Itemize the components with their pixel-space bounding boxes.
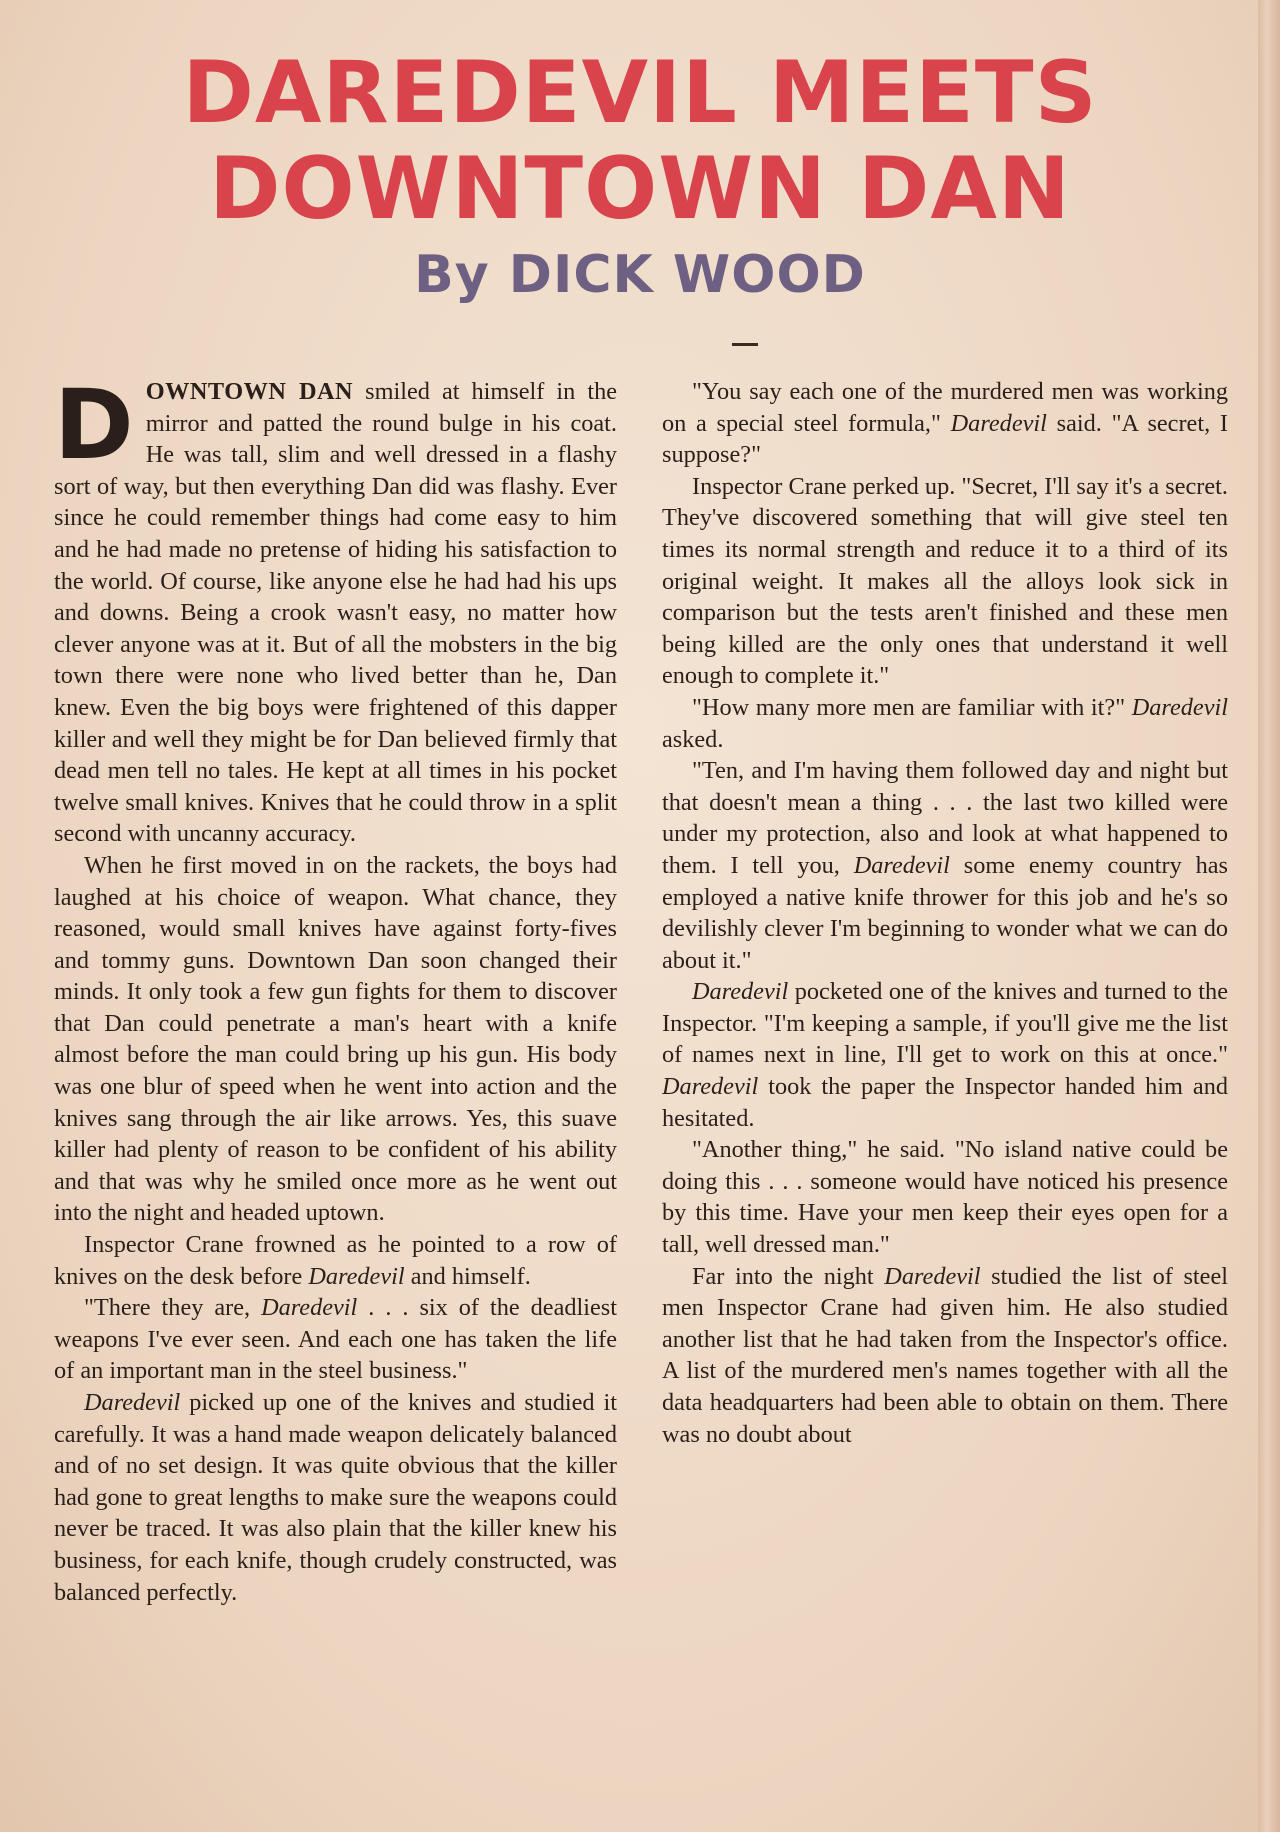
title-line-2: DOWNTOWN DAN bbox=[209, 139, 1071, 239]
paragraph-3: Inspector Crane frowned as he pointed to a row of knives on the desk before Daredevil and himself. bbox=[54, 1231, 617, 1290]
paragraph-5: Daredevil picked up one of the knives and studied it carefully. It was a hand made weapon delicately balanced and of no set design. It was quite obvious that the killer had gone to great lengths to make sure the weapons could never be traced. It was also plain that the killer knew his business, for each knife, though crudely constructed, was balanced perfectly. bbox=[54, 1389, 617, 1606]
paragraph-1-text: smiled at himself in the mirror and patted the round bulge in his coat. He was tall, slim and well dressed in a flashy sort of way, but then everything Dan did was flashy. Ever since he could remember things had come easy to him and he had made no pretense of hiding his satisfaction to the world. Of course, like anyone else he had had his ups and downs. Being a crook wasn't easy, no matter how clever anyone was at it. But of all the mobsters in the big town there were none who lived better than he, Dan knew. Even the big boys were frightened of this dapper killer and well they might be for Dan believed firmly that dead men tell no tales. He kept at all times in his pocket twelve small knives. Knives that he could throw in a split second with uncanny accuracy. bbox=[54, 378, 617, 848]
paragraph-1 bbox=[54, 376, 617, 850]
paragraph-4: "There they are, Daredevil . . . six of the deadliest weapons I've ever seen. And each one has taken the life of an important man in the steel business." bbox=[54, 1294, 617, 1385]
paragraph-8: "How many more men are familiar with it?" Daredevil asked. bbox=[662, 693, 1228, 753]
story-title bbox=[0, 45, 1280, 237]
paragraph-12: Far into the night Daredevil studied the list of steel men Inspector Crane had given him. He also studied another list that he had taken from the Inspector's office. A list of the murdered men's names together with all the data headquarters had been able to obtain on them. There was no doubt about bbox=[662, 1262, 1228, 1448]
lead-in-caps: OWNTOWN DAN bbox=[145, 378, 354, 405]
paragraph-7: Inspector Crane perked up. "Secret, I'll say it's a secret. They've discovered something that will give steel ten times its normal strength and reduce it to a third of its original weight. It makes all the alloys look sick in comparison but the tests aren't finished and these men being killed are the only ones that understand it well enough to complete it." bbox=[662, 472, 1228, 690]
byline: By DICK WOOD bbox=[414, 245, 866, 305]
text-column-right bbox=[662, 376, 1228, 1796]
paragraph-2: When he first moved in on the rackets, the boys had laughed at his choice of weapon. What chance, they reasoned, would small knives have against forty-fives and tommy guns. Downtown Dan soon changed their minds. It only took a few gun fights for them to discover that Dan could penetrate a man's heart with a knife almost before the man could bring up his gun. His body was one blur of speed when he went into action and the knives sang through the air like arrows. Yes, this suave killer had plenty of reason to be confident of his ability and that was why he smiled once more as he went out into the night and headed uptown. bbox=[54, 851, 617, 1227]
ornament-dash bbox=[732, 343, 758, 346]
paragraph-9: "Ten, and I'm having them followed day and night but that doesn't mean a thing . . . the last two killed were under my protection, also and look at what happened to them. I tell you, Daredevil some enemy country has employed a native knife thrower for this job and he's so devilishly clever I'm beginning to wonder what we can do about it." bbox=[662, 757, 1228, 974]
paragraph-11: "Another thing," he said. "No island native could be doing this . . . someone would have noticed his presence by this time. Have your men keep their eyes open for a tall, well dressed man." bbox=[662, 1136, 1228, 1259]
paragraph-6: "You say each one of the murdered men was working on a special steel formula," Daredevil said. "A secret, I suppose?" bbox=[662, 378, 1228, 469]
title-line-1: DAREDEVIL MEETS bbox=[182, 43, 1098, 143]
paragraph-10: Daredevil pocketed one of the knives and turned to the Inspector. "I'm keeping a sample, if you'll give me the list of names next in line, I'll get to work on this at once." Daredevil took the paper the Inspector handed him and hesitated. bbox=[662, 978, 1228, 1132]
drop-cap: D bbox=[54, 376, 134, 481]
text-column-left bbox=[54, 376, 617, 1796]
